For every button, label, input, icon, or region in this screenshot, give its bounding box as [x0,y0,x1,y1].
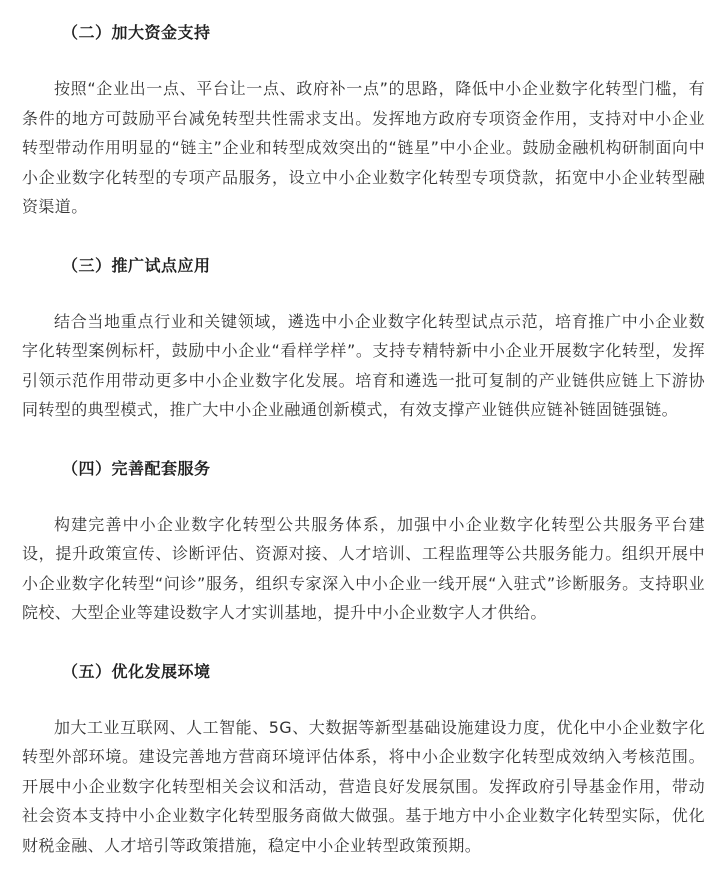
section-heading: （五）优化发展环境 [62,661,211,681]
section-heading: （二）加大资金支持 [62,23,211,42]
spacer [22,628,705,657]
spacer [22,280,705,307]
section-supporting-services [22,454,705,657]
section-development-environment [22,657,705,861]
section-heading: （三）推广试点应用 [62,255,211,275]
spacer [22,425,705,454]
section-paragraph: 按照“企业出一点、平台让一点、政府补一点”的思路，降低中小企业数字化转型门槛，有条件的地方可鼓励平台减免转型共性需求支出。发挥地方政府专项资金作用，支持对中小企业转型带动作用明显的“链主”企业和转型成效突出的“链星”中小企业。鼓励金融机构研制面向中小企业数字化转型的专项产品服务，设立中小企业数字化转型专项贷款，拓宽中小企业转型融资渠道。 [22,79,705,216]
section-paragraph: 加大工业互联网、人工智能、5G、大数据等新型基础设施建设力度，优化中小企业数字化转型外部环境。建设完善地方营商环境评估体系，将中小企业数字化转型成效纳入考核范围。开展中小企业数字化转型相关会议和活动，营造良好发展氛围。发挥政府引导基金作用，带动社会资本支持中小企业数字化转型服务商做大做强。基于地方中小企业数字化转型实际，优化财税金融、人才培引等政策措施，稳定中小企业转型政策预期。 [22,717,705,855]
section-paragraph: 结合当地重点行业和关键领域，遴选中小企业数字化转型试点示范，培育推广中小企业数字化转型案例标杆，鼓励中小企业“看样学样”。支持专精特新中小企业开展数字化转型，发挥引领示范作用带动更多中小企业数字化发展。培育和遴选一批可复制的产业链供应链上下游协同转型的典型模式，推广大中小企业融通创新模式，有效支撑产业链供应链补链固链强链。 [22,311,705,419]
section-paragraph: 构建完善中小企业数字化转型公共服务体系，加强中小企业数字化转型公共服务平台建设，提升政策宣传、诊断评估、资源对接、人才培训、工程监理等公共服务能力。组织开展中小企业数字化转型“问诊”服务，组织专家深入中小企业一线开展“入驻式”诊断服务。支持职业院校、大型企业等建设数字人才实训基地，提升中小企业数字人才供给。 [22,514,705,622]
spacer [22,222,705,251]
section-funding-support [22,18,705,251]
spacer [22,47,705,74]
spacer [22,686,705,713]
section-heading: （四）完善配套服务 [62,458,211,478]
spacer [22,483,705,510]
section-pilot-application [22,251,705,454]
